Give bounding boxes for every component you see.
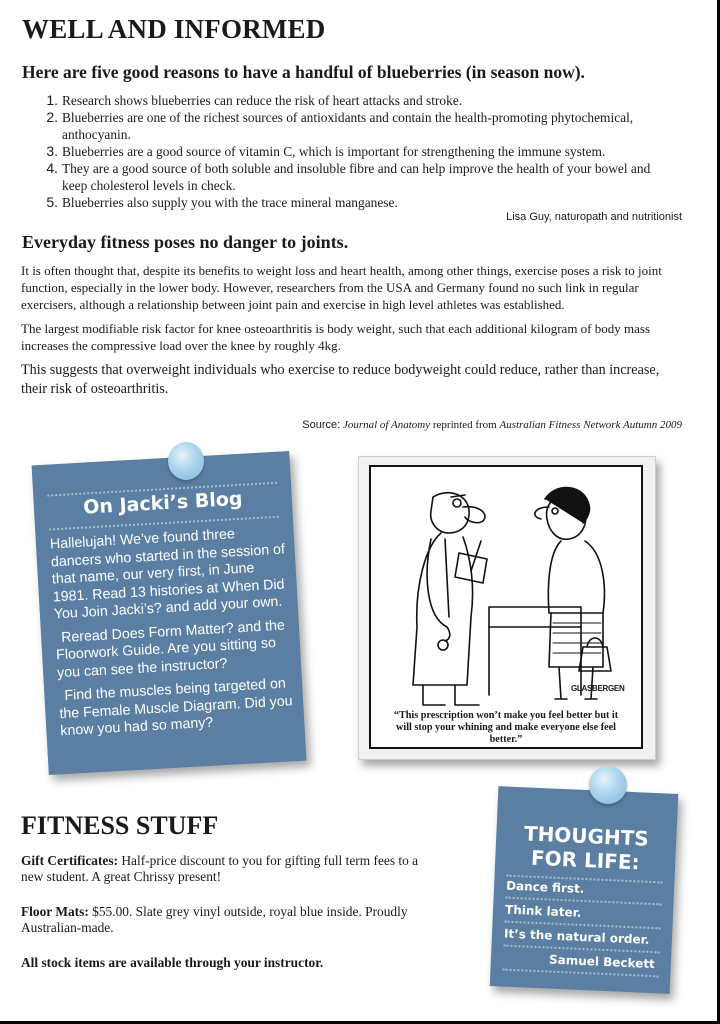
thoughts-note	[490, 786, 679, 994]
blueberries-subheading: Here are five good reasons to have a handful of blueberries (in season now).	[22, 62, 585, 82]
thought-line: Dance first.	[506, 879, 663, 906]
blog-body	[50, 523, 297, 746]
doctor-head	[431, 493, 469, 533]
cartoon-card	[358, 456, 656, 760]
cartoon-drawing	[371, 467, 641, 747]
floor-mats-item: Floor Mats: $55.00. Slate grey vinyl outside, royal blue inside. Proudly Australian-made.	[21, 904, 408, 935]
thought-line: Think later.	[505, 903, 662, 930]
reasons-attribution: Lisa Guy, naturopath and nutritionist	[506, 211, 682, 223]
thought-line: It’s the natural order.	[503, 927, 660, 954]
article-source: Source: Journal of Anatomy reprinted from Australian Fitness Network Autumn 2009	[302, 419, 682, 431]
stock-note: All stock items are available through your instructor.	[21, 955, 324, 970]
list-item: 4. They are a good source of both soluble and insoluble fibre and can help improve the health of your bowel and keep cholesterol levels in check.	[46, 160, 651, 193]
blog-paragraph: Find the muscles being targeted on the Female Muscle Diagram. Did you know you had so many?	[59, 675, 293, 740]
stethoscope-bell	[438, 640, 448, 650]
doctor-brow	[451, 495, 465, 497]
coat-lapel	[445, 539, 449, 617]
pushpin-icon	[589, 766, 627, 804]
thoughts-title: THOUGHTS FOR LIFE:	[523, 821, 650, 875]
thought-author: Samuel Beckett	[502, 951, 659, 978]
patient-shirt	[548, 541, 604, 613]
fitness-stuff-heading: FITNESS STUFF	[21, 811, 219, 840]
cartoon-signature: GLASBERGEN	[571, 684, 625, 693]
patient-eye	[552, 508, 558, 514]
cartoon-caption: “This prescription won’t make you feel better but it will stop your whining and make everyone else feel better.”	[393, 710, 619, 745]
cartoon-frame	[369, 465, 643, 749]
table-shape	[489, 607, 581, 695]
list-item: 3. Blueberries are a good source of vitamin C, which is important for strengthening the immune system.	[46, 143, 606, 159]
fitness-stuff-body	[21, 853, 441, 990]
pushpin-icon	[168, 442, 204, 480]
fitness-article-heading: Everyday fitness poses no danger to joints.	[22, 232, 349, 252]
doctor-eye	[453, 499, 461, 507]
article-paragraph: This suggests that overweight individuals who exercise to reduce bodyweight could reduce, rather than increase, their risk of osteoarthritis.	[21, 362, 660, 397]
article-paragraph: The largest modifiable risk factor for knee osteoarthritis is body weight, such that each additional kilogram of body mass increases the compressive load over the knee by roughly 4kg.	[21, 321, 651, 353]
blueberry-reasons-list	[22, 92, 702, 211]
well-informed-heading: WELL AND INFORMED	[22, 14, 326, 44]
doctor-nose	[463, 507, 485, 523]
blog-note	[32, 451, 307, 775]
patient-skirt	[549, 613, 603, 667]
list-item: 1. Research shows blueberries can reduce the risk of heart attacks and stroke.	[46, 92, 463, 108]
article-paragraph: It is often thought that, despite its benefits to weight loss and heart health, among other things, exercise poses a risk to joint function, especially in the lower body. However, researchers from the USA and Germany found no such link in regular exercisers, although a relationship between joint pain and exercise in high level athletes was established.	[21, 263, 662, 312]
list-item: 2. Blueberries are one of the richest sources of antioxidants and contain the health-promoting phytochemical, anthocyanin.	[46, 109, 634, 142]
doctor-legs	[423, 685, 479, 705]
blog-paragraph: Hallelujah! We’ve found three dancers who started in the session of that name, our very first, in June 1981. Read 13 histories at When Did You Join Jacki’s? and add your own.	[49, 526, 286, 623]
blog-paragraph: Reread Does Form Matter? and the Floorwork Guide. Are you sitting so you can see the instructor?	[55, 617, 286, 681]
blog-title: On Jacki’s Blog	[82, 487, 244, 519]
doctor-coat	[413, 533, 473, 685]
gift-certificates-item: Gift Certificates: Half-price discount to you for gifting full term fees to a new student. A great Chrissy present!	[21, 853, 419, 884]
patient-hair	[545, 488, 590, 523]
list-item: 5. Blueberries also supply you with the trace mineral manganese.	[46, 194, 398, 210]
fitness-article-body	[21, 262, 681, 406]
